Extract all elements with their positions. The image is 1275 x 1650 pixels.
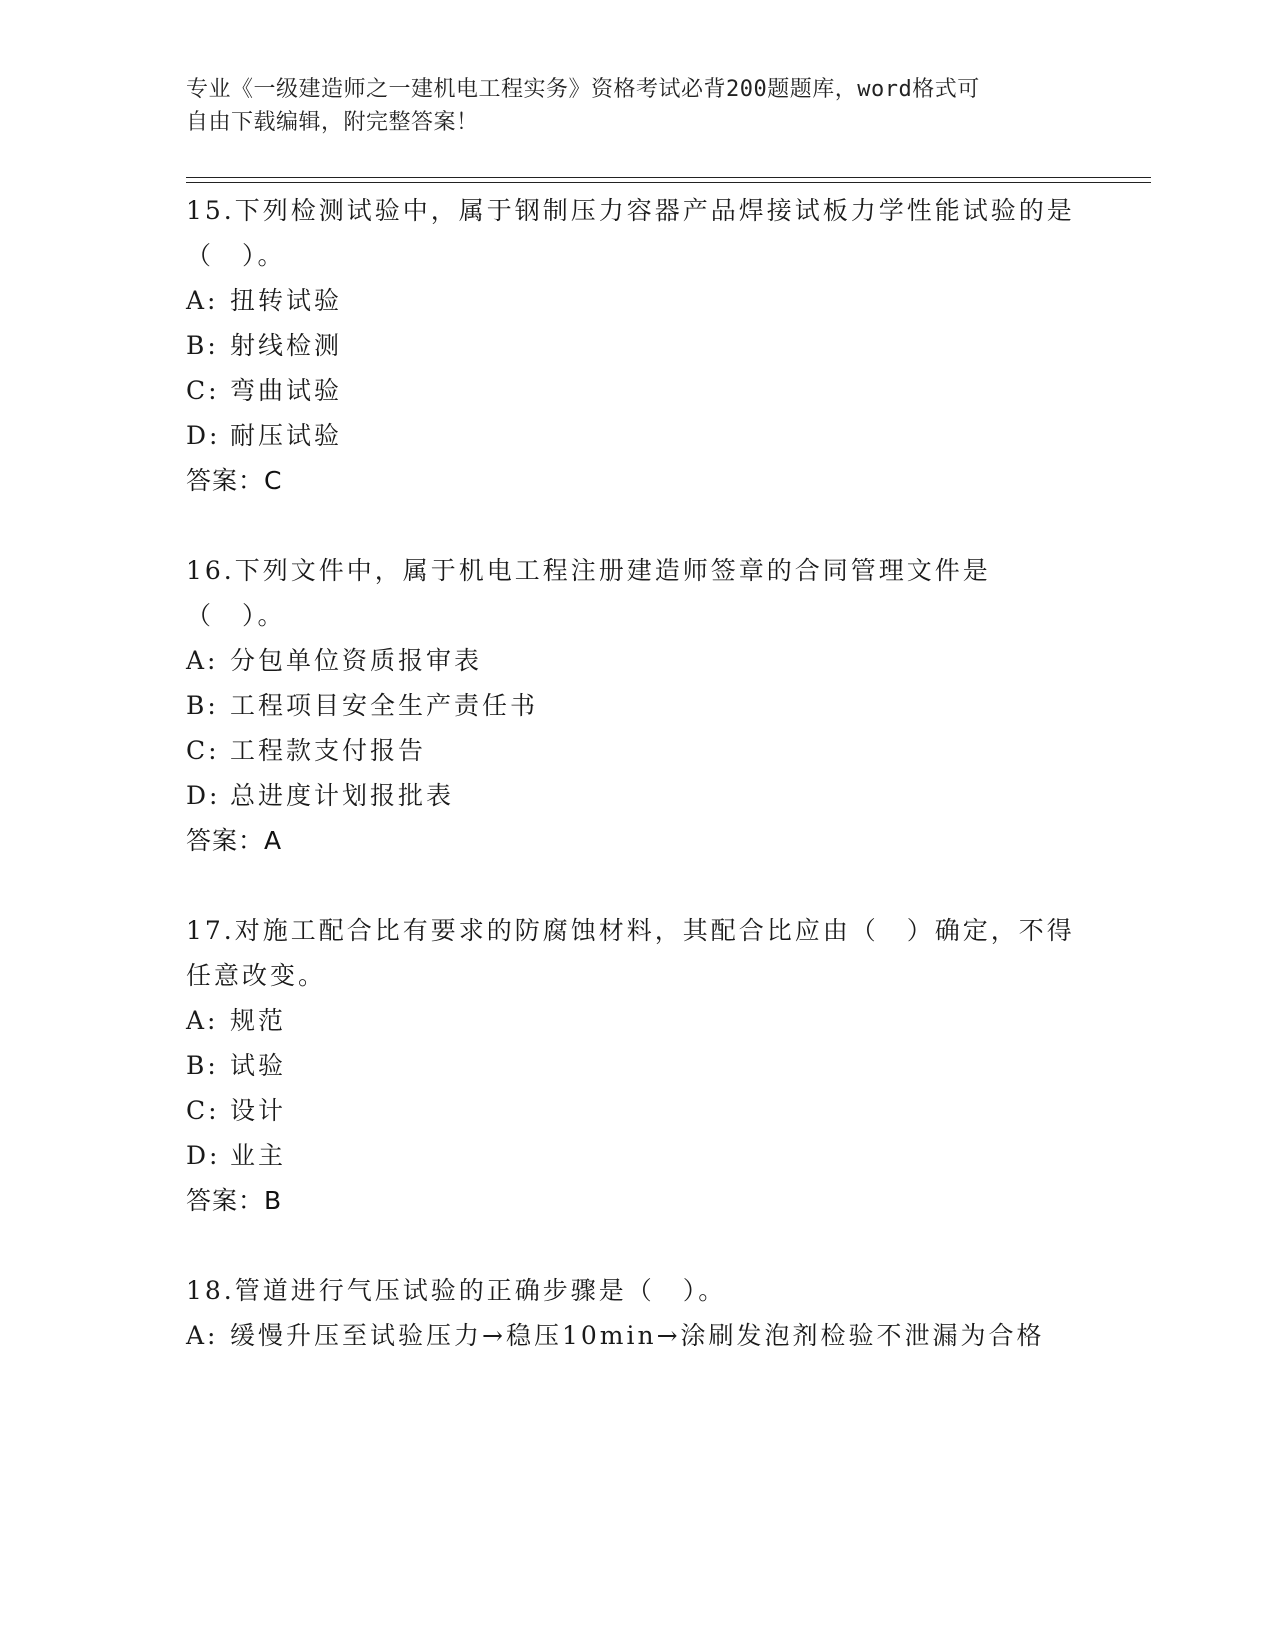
option-letter: B: (186, 331, 219, 360)
option-text: 分包单位资质报审表 (230, 646, 483, 675)
option-a (186, 278, 1086, 323)
option-letter: C: (186, 1096, 220, 1125)
option-b (186, 1043, 1086, 1088)
option-letter: A: (186, 1321, 219, 1350)
header-line-1: 专业《一级建造师之一建机电工程实务》资格考试必背200题题库，word格式可 (186, 77, 980, 102)
answer-line: 答案：C (186, 466, 283, 495)
option-text: 缓慢升压至试验压力→稳压10min→涂刷发泡剂检验不泄漏为合格 (230, 1321, 1045, 1350)
option-b (186, 323, 1086, 368)
question-stem: 16.下列文件中，属于机电工程注册建造师签章的合同管理文件是（ ）。 (186, 556, 991, 630)
option-letter: A: (186, 286, 219, 315)
option-text: 试验 (230, 1051, 287, 1080)
option-text: 射线检测 (230, 331, 343, 360)
option-c (186, 368, 1086, 413)
answer-line: 答案：A (186, 826, 283, 855)
option-text: 设计 (230, 1096, 287, 1125)
question-list (186, 188, 1086, 1403)
option-text: 工程款支付报告 (230, 736, 427, 765)
option-letter: A: (186, 1006, 219, 1035)
option-text: 扭转试验 (230, 286, 343, 315)
option-letter: B: (186, 691, 219, 720)
option-letter: C: (186, 376, 220, 405)
option-letter: B: (186, 1051, 219, 1080)
question-15 (186, 188, 1086, 503)
option-letter: D: (186, 421, 221, 450)
option-text: 总进度计划报批表 (230, 781, 455, 810)
question-17 (186, 908, 1086, 1223)
question-stem: 17.对施工配合比有要求的防腐蚀材料，其配合比应由（ ）确定，不得任意改变。 (186, 916, 1075, 990)
question-stem: 15.下列检测试验中，属于钢制压力容器产品焊接试板力学性能试验的是（ ）。 (186, 196, 1075, 270)
option-a (186, 638, 1086, 683)
answer-line: 答案：B (186, 1186, 283, 1215)
option-d (186, 1133, 1086, 1178)
option-letter: D: (186, 1141, 221, 1170)
option-d (186, 773, 1086, 818)
option-c (186, 1088, 1086, 1133)
question-16 (186, 548, 1086, 863)
header-divider-bottom (186, 182, 1151, 183)
header-divider-top (186, 177, 1151, 178)
question-stem: 18.管道进行气压试验的正确步骤是（ ）。 (186, 1276, 727, 1305)
option-d (186, 413, 1086, 458)
option-text: 弯曲试验 (230, 376, 343, 405)
document-header (186, 73, 1066, 139)
option-text: 业主 (230, 1141, 287, 1170)
option-text: 工程项目安全生产责任书 (230, 691, 539, 720)
option-a (186, 998, 1086, 1043)
option-letter: A: (186, 646, 219, 675)
header-line-2: 自由下载编辑，附完整答案！ (186, 110, 479, 135)
option-b (186, 683, 1086, 728)
option-letter: D: (186, 781, 221, 810)
question-18 (186, 1268, 1086, 1358)
option-text: 耐压试验 (230, 421, 343, 450)
option-letter: C: (186, 736, 220, 765)
option-text: 规范 (230, 1006, 287, 1035)
option-a (186, 1313, 1086, 1358)
option-c (186, 728, 1086, 773)
